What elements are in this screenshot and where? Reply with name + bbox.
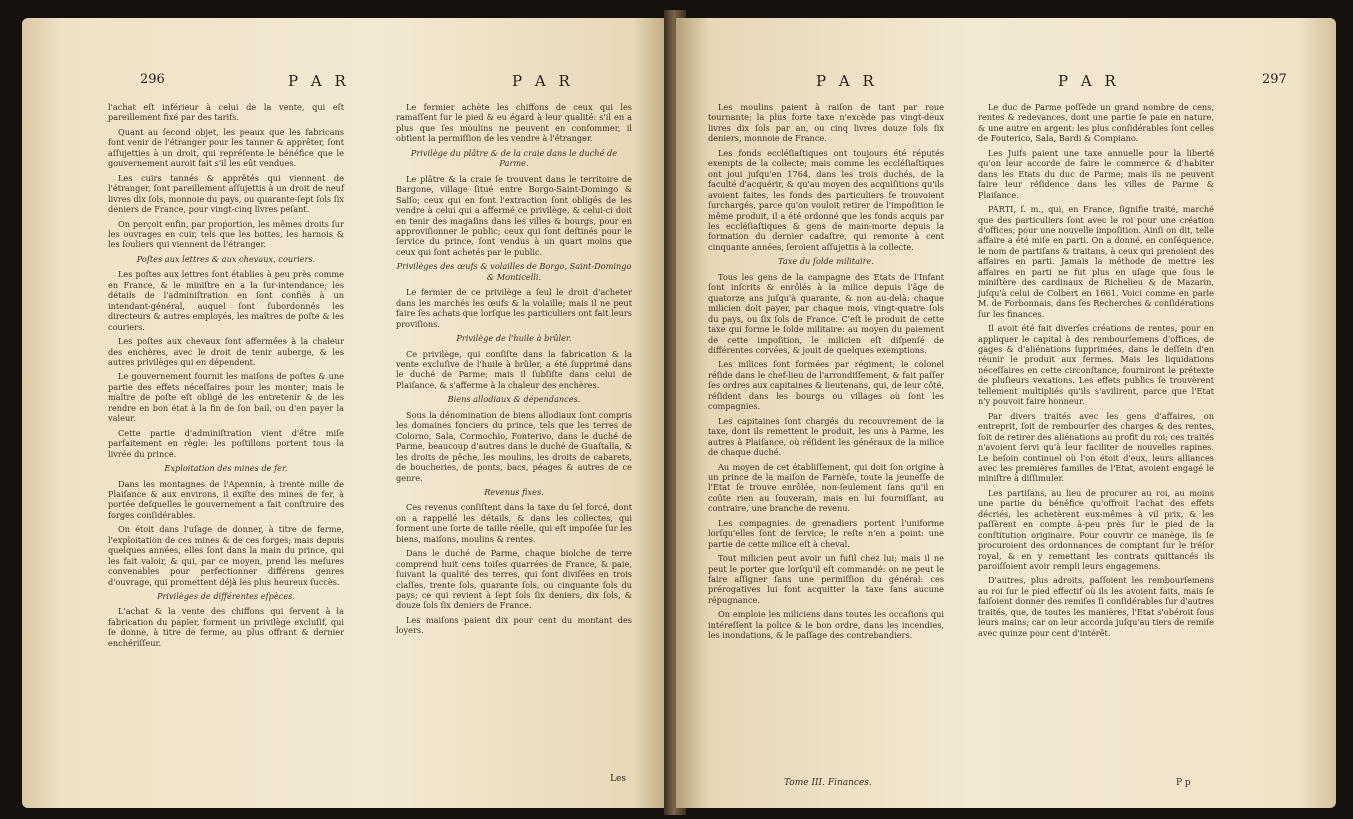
paragraph: Par divers traités avec les gens d'affaires, on entreprit, ſoit de rembourſer des charges & des rentes, ſoit de retirer des aliénations au profit du roi; ces traités n'avoient ſervi qu'à leur faciliter de nouvelles rapines. Le beſoin continuel où l'on étoit d'eux, leurs alliances avec les premières familles de l'Etat, avoient engagé le miniſtre à diſſimuler. [978, 410, 1214, 484]
paragraph: Ce privilège, qui conſiſte dans la fabrication & la vente excluſive de l'huile à brûler, a été ſupprimé dans le duché de Parme; mais il ſubſiſte dans celui de Plaiſance, & s'afferme à la chaleur des enchères. [396, 348, 632, 390]
section-heading: Privilège du plâtre & de la craie dans le duché de Parme. [410, 147, 618, 169]
section-heading: Revenus fixes. [484, 486, 544, 497]
paragraph: Le gouvernement fournit les maiſons de poſtes & une partie des effets néceſſaires pour les monter; mais le maître de poſte eſt obligé de les entretenir & de les rendre en bon état à la fin de ſon bail, ou d'en payer la valeur. [108, 371, 344, 424]
paragraph: Le duc de Parme poſſède un grand nombre de cens, rentes & redevances, dont une partie ſe paie en nature, & une autre en argent: les plus conſidérables ſont celles de Fouterico, Sala, Bardi & Compiano. [978, 102, 1214, 144]
paragraph: Le plâtre & la craie ſe trouvent dans le territoire de Bargone, village ſitué entre Borgo-Saint-Domingo & Salſo; ceux qui en font l'extraction ſont obligés de les vendre à celui qui a affermé ce privilège, & celui-ci doit en tenir des magaſins dans les villes & bourgs, pour en approviſionner le public; ceux qui ſont deſtinés pour le ſervice du prince, ſont vendus à un quart moins que ceux qui ſont achetés par le public. [396, 173, 632, 257]
paragraph: Les cuirs tannés & apprêtés qui viennent de l'étranger, ſont pareillement aſſujettis à un droit de neuf livres dix ſols, monnoie du pays, ou quarante-ſept ſols ſix deniers de France, pour vingt-cinq livres peſant. [108, 172, 344, 215]
paragraph: Les poſtes aux chevaux ſont affermées à la chaleur des enchères, avec le droit de tenir auberge, & les autres privilèges qui en dépendent. [108, 336, 344, 367]
running-head-right: P A R [816, 72, 878, 90]
paragraph: Les Juifs paient une taxe annuelle pour la liberté qu'on leur accorde de faire le commerce & d'habiter dans les Etats du duc de Parme; mais ils ne peuvent faire leur réſidence dans les villes de Parme & Plaiſance. [978, 147, 1214, 200]
paragraph: On perçoit enfin, par proportion, les mêmes droits ſur les ouvrages en cuir, tels que les bottes, les harnois & les ſouliers qui viennent de l'étranger. [108, 218, 344, 250]
paragraph: Le fermier achète les chiffons de ceux qui les ramaſſent ſur le pied & eu égard à leur qualité: s'il en a plus que ſes moulins ne peuvent en conſommer, il obtient la permiſſion de les vendre à l'étranger. [396, 102, 632, 144]
section-heading: Biens allodiaux & dépendances. [447, 394, 581, 405]
paragraph: Au moyen de cet établiſſement, qui doit ſon origine à un prince de la maiſon de Farnèſe, toute la jeuneſſe de l'Etat ſe trouve enrôlée, non-ſeulement ſans qu'il en coûte rien au ſouverain, mais en lui fourniſſant, au contraire, une branche de revenu. [708, 461, 944, 514]
paragraph: l'achat eſt inférieur à celui de la vente, qui eſt pareillement fixé par des tarifs. [108, 102, 344, 123]
running-head-left-col2: P A R [512, 72, 574, 90]
running-head-right-col2: P A R [1058, 72, 1120, 90]
left-page-column-1 [108, 102, 344, 652]
paragraph: Les capitaines ſont chargés du recouvrement de la taxe, dont ils remettent le produit, les uns à Parme, les autres à Plaiſance, où réſident les généraux de la milice de chaque duché. [708, 415, 944, 458]
paragraph: Sous la dénomination de biens allodiaux ſont compris les domaines fonciers du prince, tels que les terres de Colorno, Sala, Cormochio, Fonterivo, dans le duché de Parme, beaucoup d'autres dans le duché de Guaſtalla, & les droits de pêche, les moulins, les droits de cabarets, de boucheries, de ponts, bacs, péages & autres de ce genre. [396, 409, 632, 483]
paragraph: On emploie les miliciens dans toutes les occaſions qui intéreſſent la police & le bon ordre, dans les incendies, les inondations, & le paſſage des contrebandiers. [708, 609, 944, 641]
paragraph: L'achat & la vente des chiffons qui ſervent à la fabrication du papier, forment un privilège excluſif, qui ſe donne, à titre de ferme, au plus offrant & dernier enchériſſeur. [108, 606, 344, 648]
paragraph: Les moulins paient à raiſon de tant par roue tournante; la plus forte taxe n'excède pas vingt-deux livres dix ſols par an, ou cinq livres douze ſols ſix deniers, monnoie de France. [708, 102, 944, 144]
paragraph: Quant au ſecond objet, les peaux que les fabricans font venir de l'étranger pour les tanner & apprêter, ſont aſſujetties à un droit, qui repréſente le bénéfice que le gouvernement auroit fait s'il les eût vendues. [108, 126, 344, 169]
left-page [22, 18, 672, 808]
paragraph: Les milices ſont formées par régiment; le colonel réſide dans le chef-lieu de l'arrondiſſement, & fait paſſer ſes ordres aux capitaines & lieutenans, qui, de leur côté, réſident dans les bourgs ou villages où ſont les compagnies. [708, 359, 944, 412]
paragraph: Les fonds eccléſiaſtiques ont toujours été réputés exempts de la collecte; mais comme les eccléſiaſtiques ont joui juſqu'en 1764, dans les trois duchés, de la faculté d'acquérir, & qu'au moyen des acquiſitions qu'ils avoient faites, les fonds des particuliers ſe trouvoient ſurchargés, parce qu'on vouloit retirer de l'impoſition le même produit, il a été ordonné que les fonds acquis par les eccléſiaſtiques & gens de main-morte depuis la formation du dernier cadaſtre, qui remonte à cent cinquante années, ſeroient aſſujettis à la collecte. [708, 147, 944, 252]
section-heading: Privilège de l'huile à brûler. [456, 333, 572, 344]
right-page-column-1 [708, 102, 944, 645]
section-heading: Privilèges de différentes eſpèces. [156, 591, 295, 602]
section-heading: Exploitation des mines de fer. [164, 463, 288, 474]
paragraph: D'autres, plus adroits, paſſoient les rembourſemens au roi ſur le pied effectif où ils les avoient faits, mais ſe faiſoient donner des remiſes ſi conſidérables ſur d'autres traités, que, de toutes les manières, l'Etat s'obéroit ſous leurs mains; car on leur accorda juſqu'au tiers de remiſe avec quinze pour cent d'intérêt. [978, 575, 1214, 638]
paragraph: Tous les gens de la campagne des Etats de l'Infant ſont inſcrits & enrôlés à la milice depuis l'âge de quatorze ans juſqu'à quarante, & non au-delà: chaque milicien doit payer, par chaque mois, vingt-quatre ſols du pays, ou ſix ſols de France. C'eſt le produit de cette taxe qui forme le ſolde militaire: au moyen du paiement de cette impoſition, le milicien eſt diſpenſé de différentes corvées, & jouit de quelques exemptions. [708, 271, 944, 355]
section-heading: Poſtes aux lettres & aux chevaux, couriers. [136, 253, 316, 264]
right-page [676, 18, 1336, 808]
paragraph: Cette partie d'adminiſtration vient d'être miſe parfaitement en règle: les poſtillons portent tous la livrée du prince. [108, 427, 344, 459]
running-head-left: P A R [288, 72, 350, 90]
volume-footer: Tome III. Finances. [784, 778, 872, 788]
paragraph: Le fermier de ce privilège a ſeul le droit d'acheter dans les marchés les œufs & la volaille; mais il ne peut faire ſes achats que lorſque les particuliers ont fait leurs proviſions. [396, 287, 632, 329]
paragraph: Dans les montagnes de l'Apennin, à trente mille de Plaiſance & aux environs, il exiſte des mines de fer, à portée deſquelles le gouvernement a fait conſtruire des forges conſidérables. [108, 478, 344, 520]
paragraph: Il avoit été fait diverſes créations de rentes, pour en appliquer le capital à des rembourſemens d'offices, de gages & d'aliénations ſupprimées, dans le deſſein d'en réunir le produit aux fermes. Mais les liquidations néceſſaires en cette circonſtance, fourniront le prétexte de pluſieurs vexations. Les effets publics ſe trouvèrent tellement multipliés qu'ils s'avilirent, parce que l'Etat n'y pouvoit faire honneur. [978, 323, 1214, 407]
catchword: Les [610, 774, 626, 784]
paragraph: Les poſtes aux lettres ſont établies à peu près comme en France, & le miniſtre en a la ſur-intendance; les détails de l'adminiſtration en ſont confiés à un intendant-général, auquel ſont ſubordonnés les directeurs & autres employés, les maîtres de poſte & les couriers. [108, 269, 344, 332]
paragraph: Les partiſans, au lieu de procurer au roi, au moins une partie du bénéfice qu'offroit l'achat des effets décriés, les achetèrent eux-mêmes à vil prix, & les paſſèrent en compte à-peu près ſur le pied de la conſtitution originaire. Pour couvrir ce manège, ils ſe procuroient des ordonnances de comptant ſur le tréſor royal, & en y remettant les contrats quittancés ils paroiſſoient avoir rempli leurs engagemens. [978, 487, 1214, 572]
paragraph: Dans le duché de Parme, chaque biolche de terre comprend huit cens toiſes quarrées de France, & paie, ſuivant la qualité des terres, qui ſont diviſées en trois claſſes, trente ſols, quarante ſols, ou cinquante ſols du pays; ce qui revient à ſept ſols ſix deniers, dix ſols, & douze ſols ſix deniers de France. [396, 548, 632, 611]
right-page-column-2 [978, 102, 1214, 642]
section-heading: Privilèges des œufs & volailles de Borgo, Saint-Domingo & Monticelli. [396, 261, 632, 282]
page-number-right: 297 [1262, 72, 1287, 87]
section-heading: Taxe du ſolde militaire. [778, 256, 874, 267]
paragraph: Les maiſons paient dix pour cent du montant des loyers. [396, 614, 632, 636]
paragraph: PARTI, ſ. m., qui, en France, ſignifie traité, marché que des particuliers ſont avec le roi pour une création d'offices, pour une nouvelle impoſition. Ainſi on dit, telle affaire a été miſe en parti. On a donné, en conſéquence, le nom de partiſans & traitans, à ceux qui prenoient des affaires en parti. Jamais la méthode de mettre les affaires en parti ne fut plus en uſage que ſous le miniſtère des cardinaux de Richelieu & de Mazarin, juſqu'à celui de Colbert en 1661. Voici comme en parle M. de Forbonnais, dans ſes Recherches & conſidérations ſur les finances. [978, 204, 1214, 319]
left-page-column-2 [396, 102, 632, 640]
paragraph: Ces revenus conſiſtent dans la taxe du ſel forcé, dont on a rappellé les détails, & dans les collectes, qui forment une ſorte de taille réelle, qui eſt impoſée ſur les biens, maiſons, moulins & rentes. [396, 502, 632, 544]
paragraph: Les compagnies de grenadiers portent l'uniforme lorſqu'elles ſont de ſervice; le reſte n'en a point: une partie de cette milice eſt à cheval. [708, 517, 944, 549]
page-number-left: 296 [140, 72, 165, 87]
paragraph: On étoit dans l'uſage de donner, à titre de ferme, l'exploitation de ces mines & de ces forges; mais depuis quelques années, elles ſont dans la main du prince, qui les fait valoir, & qui, par ce moyen, prend les meſures convenables pour perfectionner différens genres d'ouvrage, qui promettent déjà les plus heureux ſuccès. [108, 524, 344, 587]
paragraph: Tout milicien peut avoir un fuſil chez lui; mais il ne peut le porter que lorſqu'il eſt commandé: on ne peut le faire aſſigner ſans une permiſſion du général: ces prérogatives lui font acquitter la taxe ſans aucune répugnance. [708, 553, 944, 605]
signature-mark: P p [1176, 778, 1191, 788]
